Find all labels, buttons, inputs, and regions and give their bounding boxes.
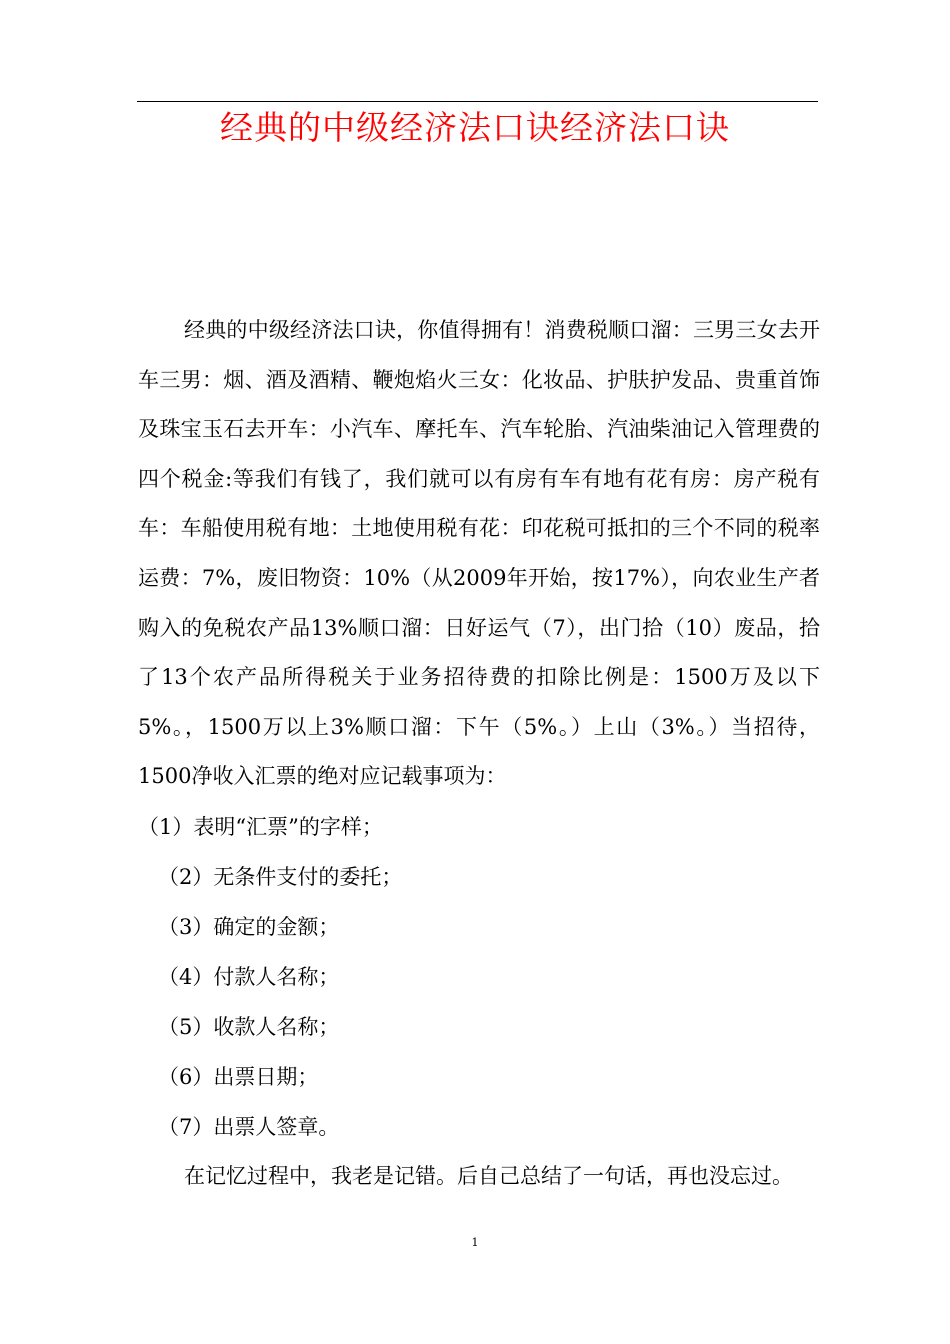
list-item: （7）出票人签章。 bbox=[158, 1114, 340, 1139]
list-item: （3）确定的金额； bbox=[158, 914, 340, 939]
list-item: （5）收款人名称； bbox=[158, 1014, 340, 1039]
paragraph-closing: 在记忆过程中，我老是记错。后自己总结了一句话，再也没忘过。 bbox=[184, 1163, 793, 1188]
header-rule bbox=[137, 101, 818, 102]
document-title: 经典的中级经济法口诀经济法口诀 bbox=[220, 108, 730, 147]
list-item: （2）无条件支付的委托； bbox=[158, 864, 403, 889]
page-number: 1 bbox=[471, 1236, 479, 1249]
list-item: （1）表明“汇票”的字样； bbox=[138, 814, 383, 839]
list-item: （4）付款人名称； bbox=[158, 964, 340, 989]
document-body bbox=[138, 306, 820, 1202]
paragraph-intro: 经典的中级经济法口诀，你值得拥有！消费税顺口溜：三男三女去开车三男：烟、酒及酒精、鞭炮焰火三女：化妆品、护肤护发品、贵重首饰及珠宝玉石去开车：小汽车、摩托车、汽车轮胎、汽油柴油记入管理费的四个税金:等我们有钱了，我们就可以有房有车有地有花有房：房产税有车：车船使用税有地：土地使用税有花：印花税可抵扣的三个不同的税率运费：7%，废旧物资：10%（从2009年开始，按17%），向农业生产者购入的免税农产品13%顺口溜：日好运气（7），出门拾（10）废品，拾了13个农产品所得税关于业务招待费的扣除比例是：1500万及以下5%。，1500万以上3%顺口溜：下午（5%。）上山（3%。）当招待，1500净收入汇票的绝对应记载事项为： bbox=[138, 318, 820, 789]
bill-items-list bbox=[138, 802, 820, 1152]
list-item: （6）出票日期； bbox=[158, 1064, 319, 1089]
